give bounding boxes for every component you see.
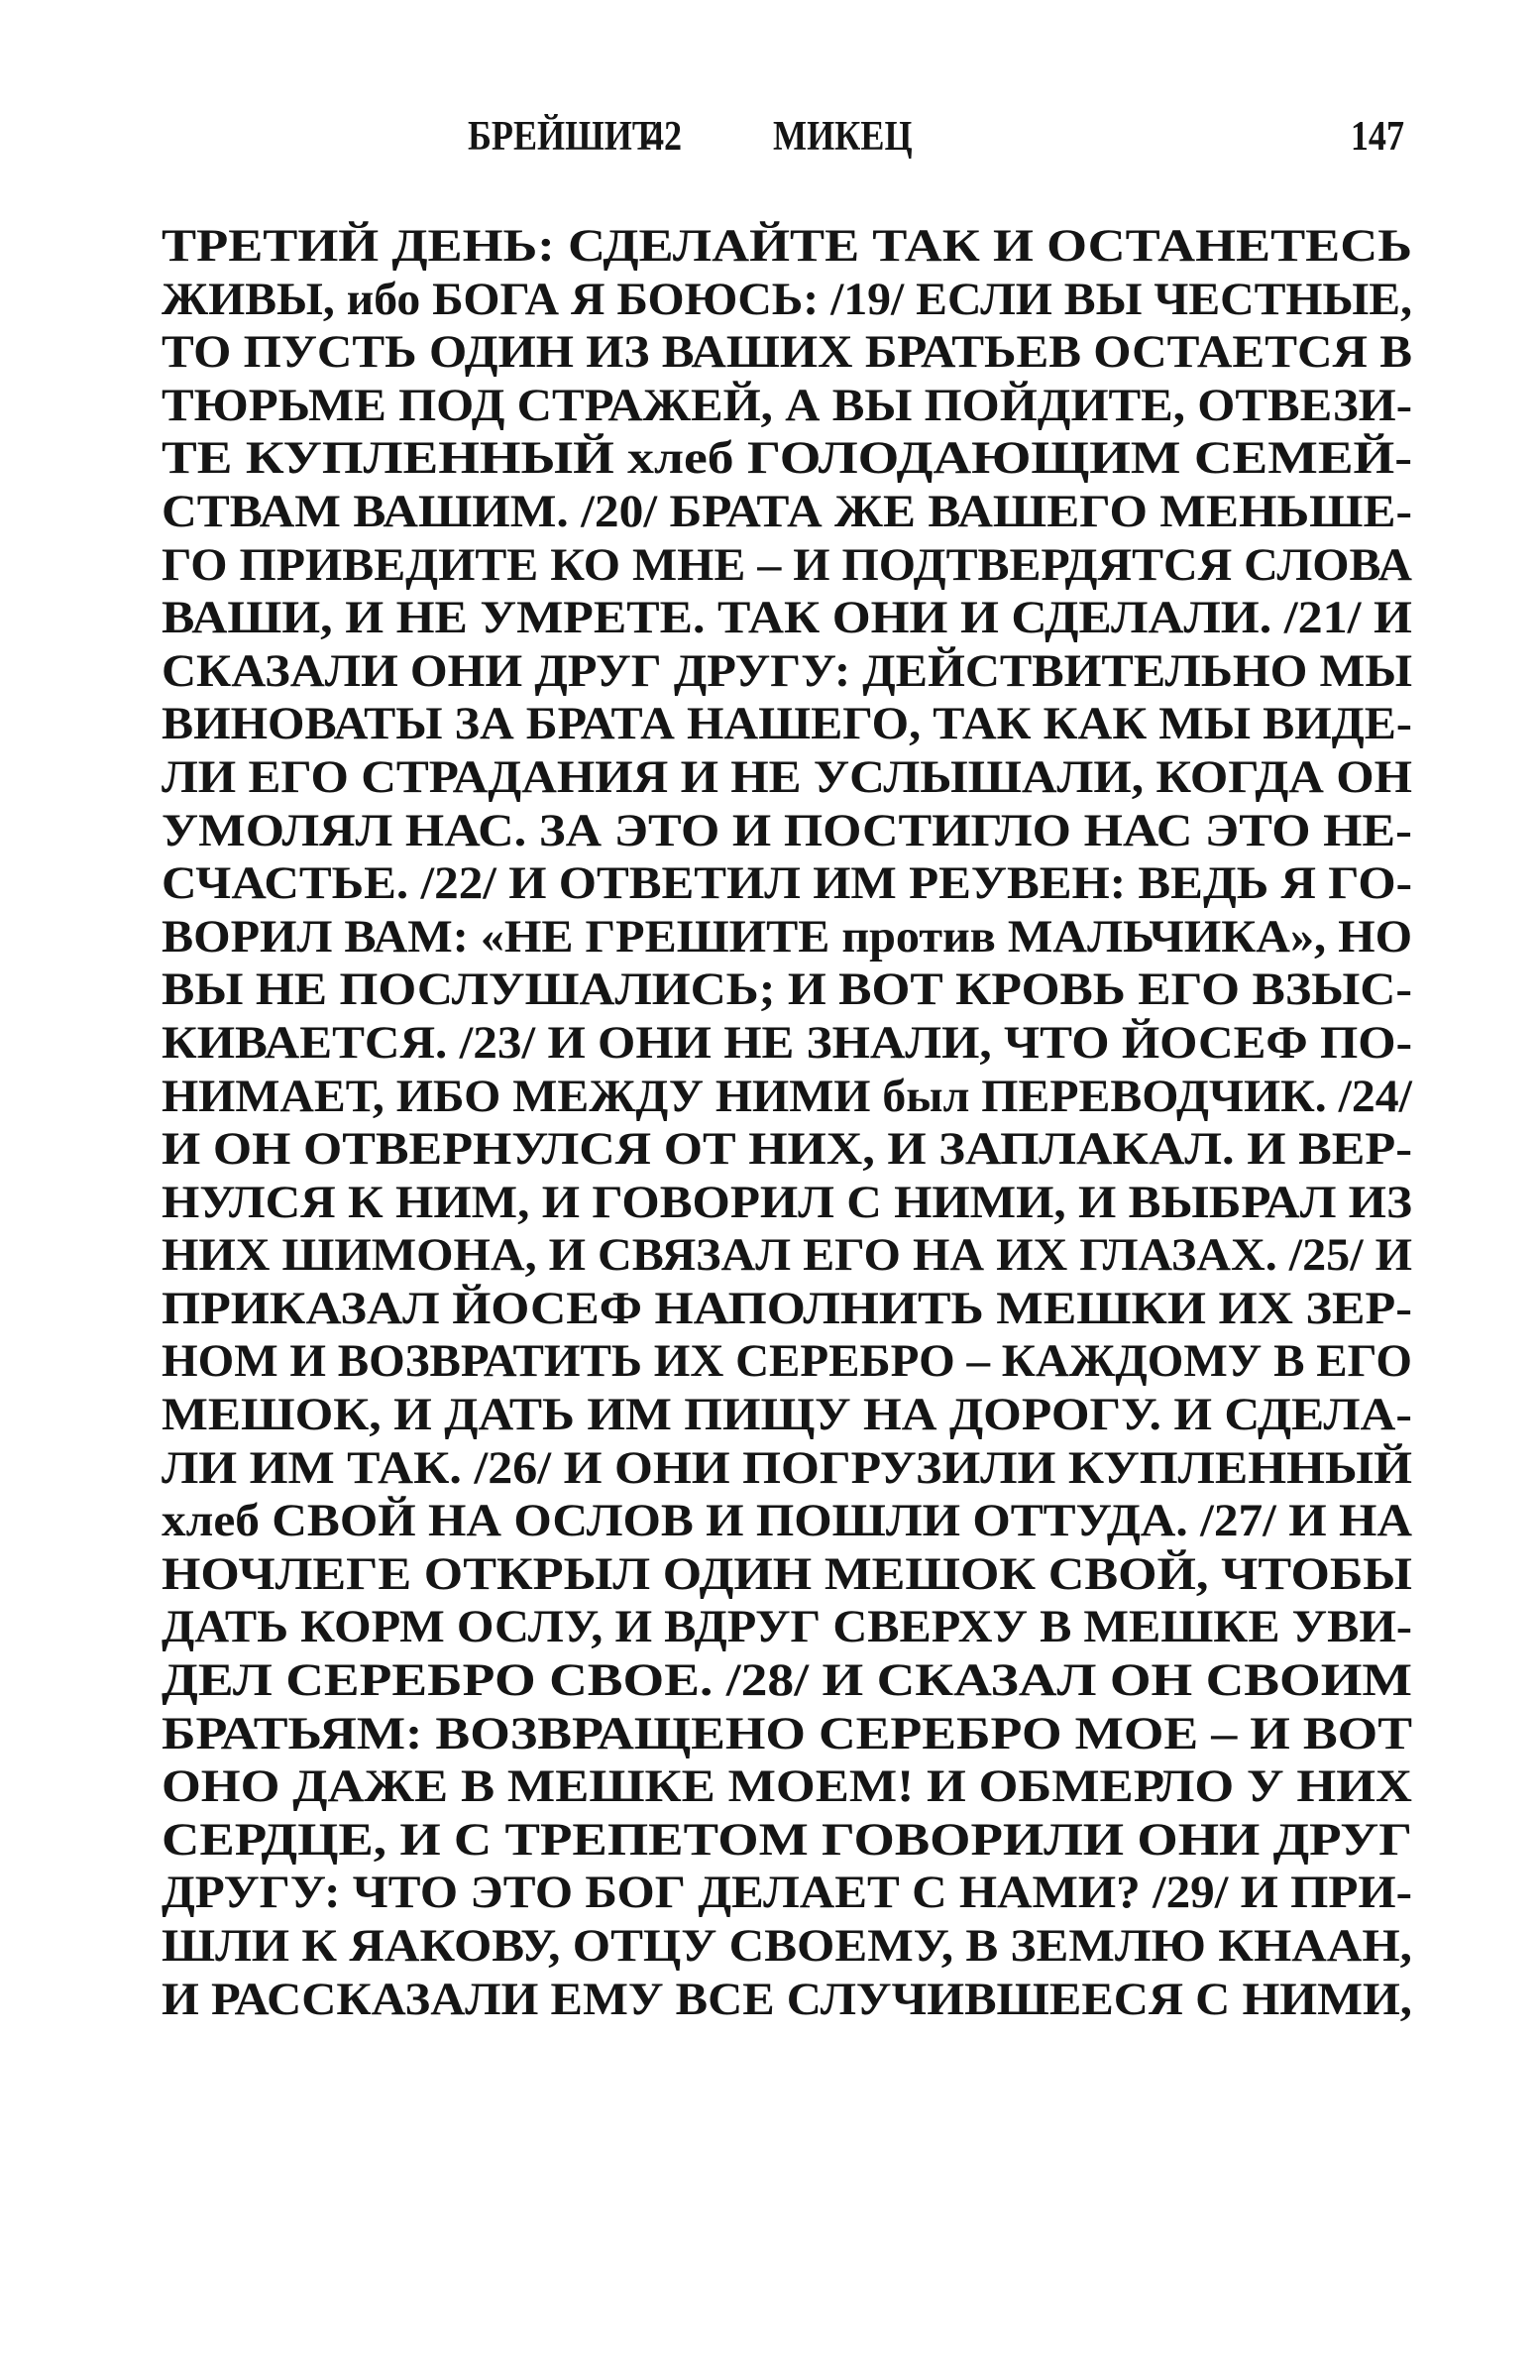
text-line	[162, 1495, 1412, 1548]
text-line-content: БРАТЬЯМ: ВОЗВРАЩЕНО СЕРЕБРО МОЕ – И ВОТ	[162, 1707, 1412, 1759]
text-line-content: ТРЕТИЙ ДЕНЬ: СДЕЛАЙТЕ ТАК И ОСТАНЕТЕСЬ	[162, 220, 1413, 272]
text-line-content: ДАТЬ КОРМ ОСЛУ, И ВДРУГ СВЕРХУ В МЕШКЕ УВИ-	[162, 1601, 1413, 1653]
text-line-content: ШЛИ К ЯАКОВУ, ОТЦУ СВОЕМУ, В ЗЕМЛЮ КНААН,	[162, 1920, 1412, 1972]
text-line-content: ТЕ КУПЛЕННЫЙ хлеб ГОЛОДАЮЩИМ СЕМЕЙ-	[162, 432, 1413, 485]
chapter-number: 42	[646, 114, 683, 160]
text-line	[162, 486, 1412, 539]
text-line-content: НИМАЕТ, ИБО МЕЖДУ НИМИ был ПЕРЕВОДЧИК. /24/	[162, 1070, 1412, 1122]
text-line	[162, 592, 1412, 645]
text-line	[162, 220, 1412, 274]
text-line-content: ОНО ДАЖЕ В МЕШКЕ МОЕМ! И ОБМЕРЛО У НИХ	[162, 1760, 1412, 1813]
text-line	[162, 1760, 1412, 1814]
text-line	[162, 698, 1412, 751]
text-line-content: ВАШИ, И НЕ УМРЕТЕ. ТАК ОНИ И СДЕЛАЛИ. /21/ И	[162, 592, 1412, 644]
text-line	[162, 1229, 1412, 1283]
page-body-text	[162, 220, 1412, 2026]
text-line-content: ЛИ ИМ ТАК. /26/ И ОНИ ПОГРУЗИЛИ КУПЛЕННЫЙ	[162, 1441, 1412, 1494]
text-line-content: СКАЗАЛИ ОНИ ДРУГ ДРУГУ: ДЕЙСТВИТЕЛЬНО МЫ	[162, 644, 1413, 697]
text-line-content: ТО ПУСТЬ ОДИН ИЗ ВАШИХ БРАТЬЕВ ОСТАЕТСЯ В	[162, 326, 1413, 379]
text-line	[162, 274, 1412, 327]
text-line	[162, 1335, 1412, 1389]
text-line	[162, 963, 1412, 1017]
text-line-content: НИХ ШИМОНА, И СВЯЗАЛ ЕГО НА ИХ ГЛАЗАХ. /25/ И	[162, 1229, 1412, 1282]
text-line-content: НУЛСЯ К НИМ, И ГОВОРИЛ С НИМИ, И ВЫБРАЛ ИЗ	[162, 1176, 1412, 1228]
text-line	[162, 1867, 1412, 1920]
text-line-content: И РАССКАЗАЛИ ЕМУ ВСЕ СЛУЧИВШЕЕСЯ С НИМИ,	[162, 1973, 1412, 2025]
text-line	[162, 539, 1412, 593]
text-line	[162, 805, 1412, 858]
text-line-content: СТВАМ ВАШИМ. /20/ БРАТА ЖЕ ВАШЕГО МЕНЬШЕ-	[162, 485, 1412, 537]
text-line-content: ЛИ ЕГО СТРАДАНИЯ И НЕ УСЛЫШАЛИ, КОГДА ОН	[162, 750, 1413, 803]
text-line-content: КИВАЕТСЯ. /23/ И ОНИ НЕ ЗНАЛИ, ЧТО ЙОСЕФ ПО-	[162, 1016, 1412, 1069]
page-number: 147	[1350, 114, 1404, 160]
text-line	[162, 432, 1412, 486]
text-line-content: И ОН ОТВЕРНУЛСЯ ОТ НИХ, И ЗАПЛАКАЛ. И ВЕР-	[162, 1123, 1413, 1176]
running-header	[468, 107, 1404, 167]
text-line	[162, 751, 1412, 805]
text-line-content: НОМ И ВОЗВРАТИТЬ ИХ СЕРЕБРО – КАЖДОМУ В ЕГО	[162, 1335, 1412, 1388]
text-line	[162, 1177, 1412, 1230]
text-line-content: СЧАСТЬЕ. /22/ И ОТВЕТИЛ ИМ РЕУВЕН: ВЕДЬ Я ГО-	[162, 857, 1412, 910]
text-line	[162, 326, 1412, 380]
text-line	[162, 1814, 1412, 1868]
text-line	[162, 380, 1412, 433]
text-line	[162, 1071, 1412, 1124]
text-line	[162, 1017, 1412, 1071]
text-line-content: ВЫ НЕ ПОСЛУШАЛИСЬ; И ВОТ КРОВЬ ЕГО ВЗЫС-	[162, 963, 1412, 1016]
text-line-content: ЖИВЫ, ибо БОГА Я БОЮСЬ: /19/ ЕСЛИ ВЫ ЧЕСТНЫЕ,	[162, 273, 1413, 325]
text-line	[162, 1283, 1412, 1336]
text-line-content: хлеб СВОЙ НА ОСЛОВ И ПОШЛИ ОТТУДА. /27/ И НА	[162, 1495, 1413, 1547]
text-line	[162, 857, 1412, 911]
text-line-content: ВИНОВАТЫ ЗА БРАТА НАШЕГО, ТАК КАК МЫ ВИДЕ-	[162, 698, 1412, 750]
text-line	[162, 1548, 1412, 1602]
text-line	[162, 1654, 1412, 1708]
text-line	[162, 1920, 1412, 1974]
text-line	[162, 1123, 1412, 1177]
text-line	[162, 1442, 1412, 1496]
text-line-content: ДРУГУ: ЧТО ЭТО БОГ ДЕЛАЕТ С НАМИ? /29/ И ПРИ-	[162, 1867, 1412, 1919]
text-line	[162, 1974, 1412, 2027]
parasha-title: МИКЕЦ	[773, 114, 913, 160]
text-line	[162, 1601, 1412, 1654]
text-line-content: ВОРИЛ ВАМ: «НЕ ГРЕШИТЕ против МАЛЬЧИКА», НО	[162, 910, 1413, 963]
text-line-content: ДЕЛ СЕРЕБРО СВОЕ. /28/ И СКАЗАЛ ОН СВОИМ	[162, 1654, 1413, 1707]
text-line	[162, 1389, 1412, 1442]
text-line-content: СЕРДЦЕ, И С ТРЕПЕТОМ ГОВОРИЛИ ОНИ ДРУГ	[162, 1813, 1413, 1866]
text-line-content: ТЮРЬМЕ ПОД СТРАЖЕЙ, А ВЫ ПОЙДИТЕ, ОТВЕЗИ-	[162, 379, 1413, 431]
text-line-content: ПРИКАЗАЛ ЙОСЕФ НАПОЛНИТЬ МЕШКИ ИХ ЗЕР-	[162, 1282, 1412, 1334]
text-line	[162, 645, 1412, 699]
text-line-content: МЕШОК, И ДАТЬ ИМ ПИЩУ НА ДОРОГУ. И СДЕЛА-	[162, 1389, 1412, 1441]
text-line-content: УМОЛЯЛ НАС. ЗА ЭТО И ПОСТИГЛО НАС ЭТО НЕ-	[162, 804, 1412, 856]
text-line	[162, 1708, 1412, 1761]
text-line-content: ГО ПРИВЕДИТЕ КО МНЕ – И ПОДТВЕРДЯТСЯ СЛОВА	[162, 538, 1413, 591]
text-line	[162, 911, 1412, 964]
text-line-content: НОЧЛЕГЕ ОТКРЫЛ ОДИН МЕШОК СВОЙ, ЧТОБЫ	[162, 1547, 1413, 1600]
book-title: БРЕЙШИТ	[468, 114, 656, 160]
